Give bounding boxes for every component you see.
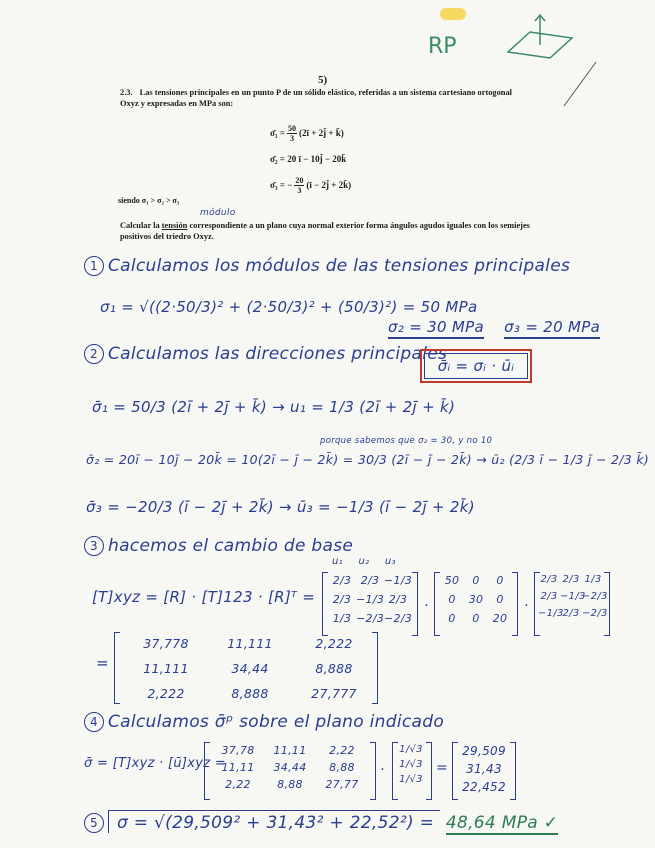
eq1-frac: [287, 124, 297, 143]
equals-sign-2: =: [436, 760, 449, 776]
matrix-cell: 20: [492, 612, 508, 625]
matrix-cell: −2/3: [356, 612, 385, 625]
step-2-u2: σ̄₂ = 20ī − 10j̄ − 20k̄ = 10(2ī − j̄ − 2k̄) = 30/3 (2ī − j̄ − 2k̄) → ū₂ (2/3 ī − 1/3 j̄ − 2/3 k̄): [86, 452, 650, 467]
eq-sigma1: [270, 120, 351, 146]
vector-cell: 29,509: [462, 744, 506, 758]
step-2-u3: σ̄₃ = −20/3 (ī − 2j̄ + 2k̄) → ū₃ = −1/3 (ī − 2j̄ + 2k̄): [86, 498, 475, 516]
matrix-cell: 2/3: [332, 593, 352, 606]
matrix-cell: 34,44: [273, 761, 307, 774]
step-2-note: porque sabemos que σ₂ = 30, y no 10: [320, 436, 493, 446]
vector-cell: 31,43: [466, 762, 502, 776]
question-pre: Calcular la: [120, 221, 162, 230]
matrix-cell: 2,222: [147, 686, 185, 701]
step4-t-right-bracket: [370, 742, 376, 800]
matrix-cell: 2,22: [329, 744, 355, 757]
unit-normal-right-bracket: [426, 742, 432, 800]
step-1-text: Calculamos los módulos de las tensiones principales: [108, 256, 571, 276]
matrix-cell: 11,111: [227, 636, 273, 651]
step-1-heading: [84, 256, 570, 276]
rotation-transpose-matrix: [538, 574, 608, 619]
matrix-cell: 37,778: [143, 636, 189, 651]
eq1-num: 50: [287, 123, 296, 133]
matrix-cell: 2,222: [315, 636, 353, 651]
principal-tensor-matrix: [440, 574, 512, 625]
matrix-cell: 2/3: [562, 608, 580, 619]
unit-normal-vector: [396, 744, 426, 785]
step-2-number: 2: [84, 344, 104, 364]
matrix-cell: 0: [448, 593, 456, 606]
result-right-bracket: [372, 632, 378, 704]
step-4-text: Calculamos σ̄ᵖ sobre el plano indicado: [108, 712, 445, 732]
matrix-cell: 27,777: [311, 686, 357, 701]
eq1-rhs: (2ī + 2j̄ + k̄): [298, 128, 344, 138]
eq1-den: 3: [289, 133, 294, 143]
matrix-cell: 11,11: [221, 761, 255, 774]
eq-sigma2: [270, 146, 351, 172]
pen-stroke-mark: [560, 60, 600, 110]
stress-vector: [458, 744, 510, 794]
step-5-line: [84, 810, 558, 833]
question-keyword: tensión: [161, 221, 188, 230]
step-4-tensor: [212, 744, 368, 791]
dot-operator-3: ·: [380, 762, 385, 778]
vector-cell: 1/√3: [399, 759, 423, 770]
matrix-cell: 8,888: [231, 686, 269, 701]
matrix-cell: 2/3: [388, 593, 408, 606]
step-2-heading: [84, 344, 447, 364]
vector-cell: 1/√3: [399, 774, 423, 785]
dot-operator-2: ·: [524, 598, 529, 614]
final-result: 48,64 MPa ✓: [445, 813, 559, 833]
eq3-den: 3: [297, 185, 302, 195]
matrix-cell: 2/3: [540, 591, 558, 602]
eq3-lhs: σ̄₃ = −: [270, 180, 293, 190]
matrix-cell: −2/3: [582, 608, 608, 619]
step-2-text: Calculamos las direcciones principales: [108, 344, 448, 364]
problem-section: 5): [318, 74, 328, 86]
step-3-heading: [84, 536, 353, 556]
matrix-cell: −1/3: [356, 593, 385, 606]
step-4-number: 4: [84, 712, 104, 732]
matrix-cell: 0: [448, 612, 456, 625]
matrix-cell: 37,78: [221, 744, 255, 757]
matrix-cell: 2/3: [540, 574, 558, 585]
ordering-condition: siendo σ₁ > σ₂ > σ₃: [118, 196, 180, 205]
step-4-heading: [84, 712, 444, 732]
eq2-text: σ̄₂ = 20 ī − 10j̄ − 20k̄: [270, 154, 347, 164]
matrix-cell: 11,111: [143, 661, 189, 676]
step-1-expr: σ₁ = √((2·50/3)² + (2·50/3)² + (50/3)²) = 50 MPa: [100, 298, 478, 316]
matrix-t-right-bracket: [512, 572, 518, 636]
header-u3: u₃: [384, 556, 396, 567]
matrix-cell: 27,77: [325, 778, 359, 791]
equals-sign: =: [96, 654, 109, 672]
vector-cell: 1/√3: [399, 744, 423, 755]
problem-text: Las tensiones principales en un punto P de un sólido elástico, referidas a un sistema cartesiano ortogonal Oxyz y expresadas en MPa son:: [120, 88, 512, 108]
step-3-number: 3: [84, 536, 104, 556]
matrix-cell: 0: [472, 574, 480, 587]
matrix-cell: 8,888: [315, 661, 353, 676]
vector-cell: 22,452: [462, 780, 506, 794]
step-2-u1: σ̄₁ = 50/3 (2ī + 2j̄ + k̄) → u₁ = 1/3 (2ī + 2j̄ + k̄): [92, 398, 456, 416]
matrix-cell: −1/3: [384, 574, 413, 587]
matrix-rt-right-bracket: [604, 572, 610, 636]
step-3-column-headers: [332, 556, 396, 567]
matrix-cell: 50: [444, 574, 460, 587]
stress-vector-right-bracket: [510, 742, 516, 800]
principal-stresses: [270, 120, 351, 198]
step-4-equation: σ̄ = [T]xyz · [ū]xyz =: [84, 756, 227, 771]
matrix-cell: 0: [496, 574, 504, 587]
matrix-cell: 8,88: [329, 761, 355, 774]
problem-number: 2.3.: [120, 88, 133, 97]
matrix-r-right-bracket: [412, 572, 418, 636]
step-3-text: hacemos el cambio de base: [108, 536, 354, 556]
matrix-cell: 2/3: [360, 574, 380, 587]
highlighter-mark: [440, 8, 466, 20]
matrix-cell: 30: [468, 593, 484, 606]
matrix-cell: 1/3: [584, 574, 602, 585]
matrix-cell: −2/3: [582, 591, 608, 602]
matrix-cell: 8,88: [277, 778, 303, 791]
step-1-number: 1: [84, 256, 104, 276]
principal-direction-formula: σ̄ᵢ = σᵢ · ūᵢ: [424, 353, 528, 379]
stress-tensor-xyz: [124, 636, 376, 701]
matrix-cell: 0: [496, 593, 504, 606]
matrix-cell: 34,44: [231, 661, 269, 676]
problem-statement: [120, 88, 530, 109]
result-left-bracket: [114, 632, 120, 704]
plane-sketch-icon: [500, 10, 580, 60]
step-5-number: 5: [84, 813, 104, 833]
step-5-expr: σ = √(29,509² + 31,43² + 22,52²) =: [108, 810, 440, 833]
eq3-frac: [294, 176, 304, 195]
eq3-num: 20: [295, 175, 304, 185]
modulo-annotation: módulo: [200, 208, 236, 218]
matrix-cell: 2,22: [225, 778, 251, 791]
matrix-cell: 11,11: [273, 744, 307, 757]
matrix-cell: 0: [472, 612, 480, 625]
step-1-modulus-expr: [100, 298, 477, 316]
step4-t-left-bracket: [204, 742, 210, 800]
eq1-lhs: σ̄₁ =: [270, 128, 285, 138]
corner-label: RP: [428, 34, 457, 59]
matrix-cell: −1/3: [538, 608, 564, 619]
rotation-matrix: [328, 574, 412, 625]
header-u1: u₁: [332, 556, 343, 567]
header-u2: u₂: [358, 556, 370, 567]
dot-operator: ·: [424, 598, 429, 614]
matrix-cell: 2/3: [332, 574, 352, 587]
step-1-other-moduli: [388, 318, 600, 336]
step-3-equation: [T]xyz = [R] · [T]123 · [R]ᵀ =: [92, 588, 316, 606]
eq-sigma3: [270, 172, 351, 198]
eq3-rhs: (ī − 2j̄ + 2k̄): [306, 180, 352, 190]
matrix-cell: 2/3: [562, 574, 580, 585]
matrix-cell: −2/3: [384, 612, 413, 625]
matrix-cell: 1/3: [332, 612, 352, 625]
question-post: correspondiente a un plano cuya normal exterior forma ángulos agudos iguales con los semiejes positivos del triedro Oxyz.: [120, 221, 530, 241]
sigma2-value: σ₂ = 30 MPa: [388, 318, 484, 339]
matrix-cell: −1/3: [560, 591, 586, 602]
sigma3-value: σ₃ = 20 MPa: [504, 318, 600, 339]
problem-question: [120, 220, 540, 242]
